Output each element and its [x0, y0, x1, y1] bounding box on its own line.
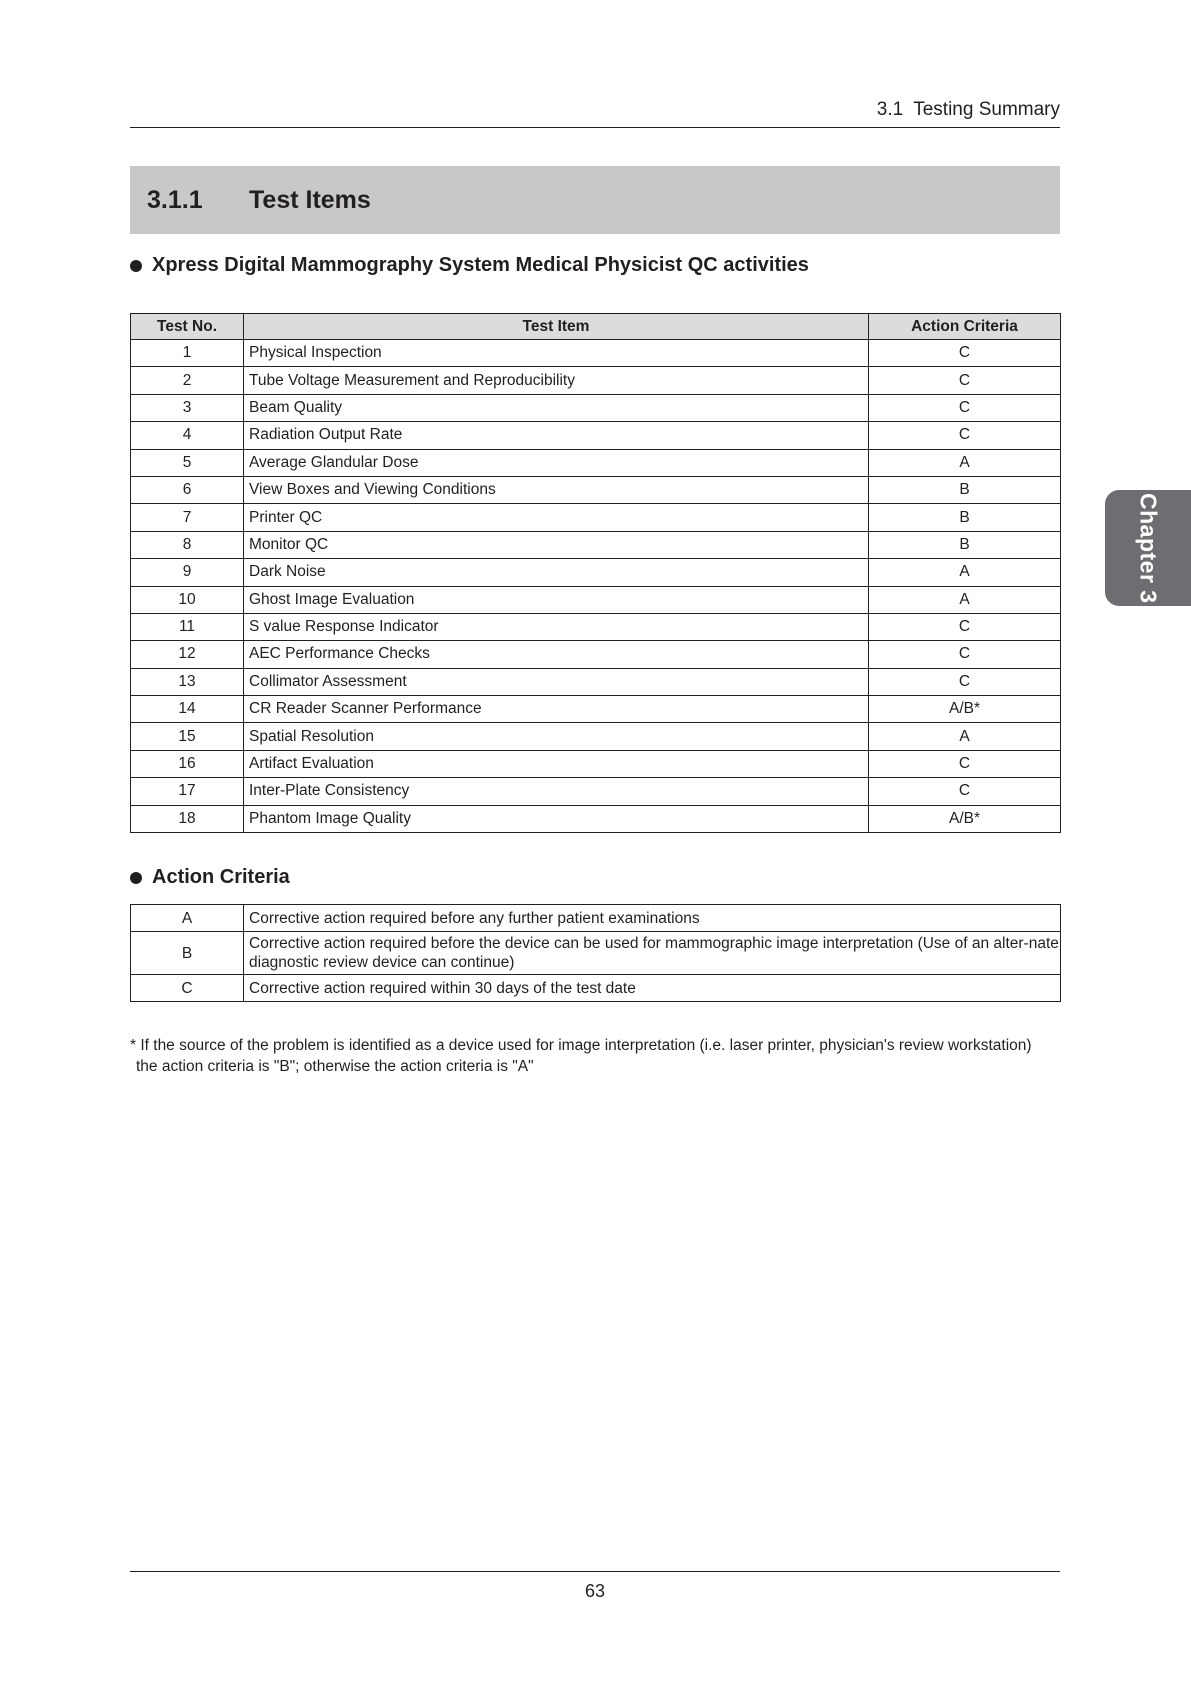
test-item: View Boxes and Viewing Conditions: [244, 476, 869, 503]
test-number: 13: [131, 668, 244, 695]
table-row: [131, 778, 1061, 805]
test-number: 6: [131, 476, 244, 503]
table-row: [131, 586, 1061, 613]
test-item: AEC Performance Checks: [244, 641, 869, 668]
criteria-code: A: [131, 905, 244, 932]
action-criteria: B: [869, 531, 1061, 558]
action-criteria: A/B*: [869, 696, 1061, 723]
running-head-title: Testing Summary: [913, 99, 1060, 120]
section-number: 3.1.1: [147, 185, 203, 214]
test-number: 15: [131, 723, 244, 750]
action-criteria-heading: [130, 866, 290, 889]
table-row: [131, 805, 1061, 832]
table-row: [131, 613, 1061, 640]
test-item: CR Reader Scanner Performance: [244, 696, 869, 723]
bullet-icon: [130, 872, 142, 884]
action-criteria: A: [869, 559, 1061, 586]
test-item: Tube Voltage Measurement and Reproducibility: [244, 367, 869, 394]
action-criteria: A: [869, 449, 1061, 476]
table-row: [131, 723, 1061, 750]
qc-activities-table: [130, 313, 1061, 833]
action-criteria: A/B*: [869, 805, 1061, 832]
table-row: [131, 531, 1061, 558]
test-item: Monitor QC: [244, 531, 869, 558]
test-number: 8: [131, 531, 244, 558]
action-criteria-table: [130, 904, 1061, 1002]
test-number: 11: [131, 613, 244, 640]
column-header-test-item: Test Item: [244, 314, 869, 340]
test-item: Artifact Evaluation: [244, 750, 869, 777]
test-item: Spatial Resolution: [244, 723, 869, 750]
test-item: S value Response Indicator: [244, 613, 869, 640]
action-criteria: C: [869, 394, 1061, 421]
action-criteria: C: [869, 613, 1061, 640]
footnote-line-2: the action criteria is "B"; otherwise the action criteria is "A": [136, 1058, 534, 1075]
section-heading: [130, 166, 1060, 234]
chapter-tab-label: Chapter 3: [1135, 492, 1162, 604]
test-item: Beam Quality: [244, 394, 869, 421]
action-criteria: C: [869, 778, 1061, 805]
footnote-line-1: * If the source of the problem is identified as a device used for image interpretation (i.e. laser printer, physician's review workstation): [130, 1037, 1032, 1054]
column-header-action-criteria: Action Criteria: [869, 314, 1061, 340]
section-title: Test Items: [249, 185, 371, 214]
table-row: [131, 367, 1061, 394]
qc-activities-heading: [130, 254, 809, 277]
test-number: 2: [131, 367, 244, 394]
criteria-description: Corrective action required before the device can be used for mammographic image interpretation (Use of an alter-nate diagnostic review device can continue): [244, 932, 1061, 975]
test-item: Collimator Assessment: [244, 668, 869, 695]
test-number: 17: [131, 778, 244, 805]
column-header-test-no: Test No.: [131, 314, 244, 340]
table-row: [131, 559, 1061, 586]
test-number: 7: [131, 504, 244, 531]
action-criteria: A: [869, 586, 1061, 613]
page-number: 63: [584, 1581, 606, 1601]
test-number: 4: [131, 422, 244, 449]
table-row: [131, 975, 1061, 1002]
table-row: [131, 476, 1061, 503]
test-number: 14: [131, 696, 244, 723]
test-number: 18: [131, 805, 244, 832]
test-number: 1: [131, 340, 244, 367]
running-head: [130, 99, 1060, 121]
test-item: Dark Noise: [244, 559, 869, 586]
criteria-description: Corrective action required before any further patient examinations: [244, 905, 1061, 932]
action-criteria: C: [869, 340, 1061, 367]
action-criteria: C: [869, 422, 1061, 449]
criteria-code: B: [131, 932, 244, 975]
table-row: [131, 641, 1061, 668]
action-criteria-heading-text: Action Criteria: [152, 866, 290, 888]
test-number: 12: [131, 641, 244, 668]
criteria-description: Corrective action required within 30 days of the test date: [244, 975, 1061, 1002]
table-row: [131, 449, 1061, 476]
test-number: 16: [131, 750, 244, 777]
table-row: [131, 750, 1061, 777]
action-criteria: C: [869, 668, 1061, 695]
table-row: [131, 932, 1061, 975]
test-number: 10: [131, 586, 244, 613]
test-number: 5: [131, 449, 244, 476]
footnote: [130, 1035, 1060, 1077]
test-item: Printer QC: [244, 504, 869, 531]
table-row: [131, 504, 1061, 531]
test-item: Radiation Output Rate: [244, 422, 869, 449]
table-row: [131, 422, 1061, 449]
action-criteria: B: [869, 476, 1061, 503]
table-header-row: [131, 314, 1061, 340]
qc-table-body: [131, 340, 1061, 833]
action-criteria: C: [869, 367, 1061, 394]
test-item: Phantom Image Quality: [244, 805, 869, 832]
action-criteria: C: [869, 641, 1061, 668]
action-criteria: A: [869, 723, 1061, 750]
table-row: [131, 668, 1061, 695]
action-criteria: B: [869, 504, 1061, 531]
criteria-code: C: [131, 975, 244, 1002]
header-rule: [130, 127, 1060, 128]
table-row: [131, 340, 1061, 367]
table-row: [131, 905, 1061, 932]
test-item: Average Glandular Dose: [244, 449, 869, 476]
test-item: Physical Inspection: [244, 340, 869, 367]
test-item: Ghost Image Evaluation: [244, 586, 869, 613]
running-head-number: 3.1: [876, 99, 904, 120]
action-criteria: C: [869, 750, 1061, 777]
test-number: 9: [131, 559, 244, 586]
chapter-tab: [1105, 490, 1191, 606]
footer-rule: [130, 1571, 1060, 1572]
qc-activities-heading-text: Xpress Digital Mammography System Medical Physicist QC activities: [152, 254, 809, 276]
test-number: 3: [131, 394, 244, 421]
bullet-icon: [130, 260, 142, 272]
table-row: [131, 696, 1061, 723]
table-row: [131, 394, 1061, 421]
test-item: Inter-Plate Consistency: [244, 778, 869, 805]
